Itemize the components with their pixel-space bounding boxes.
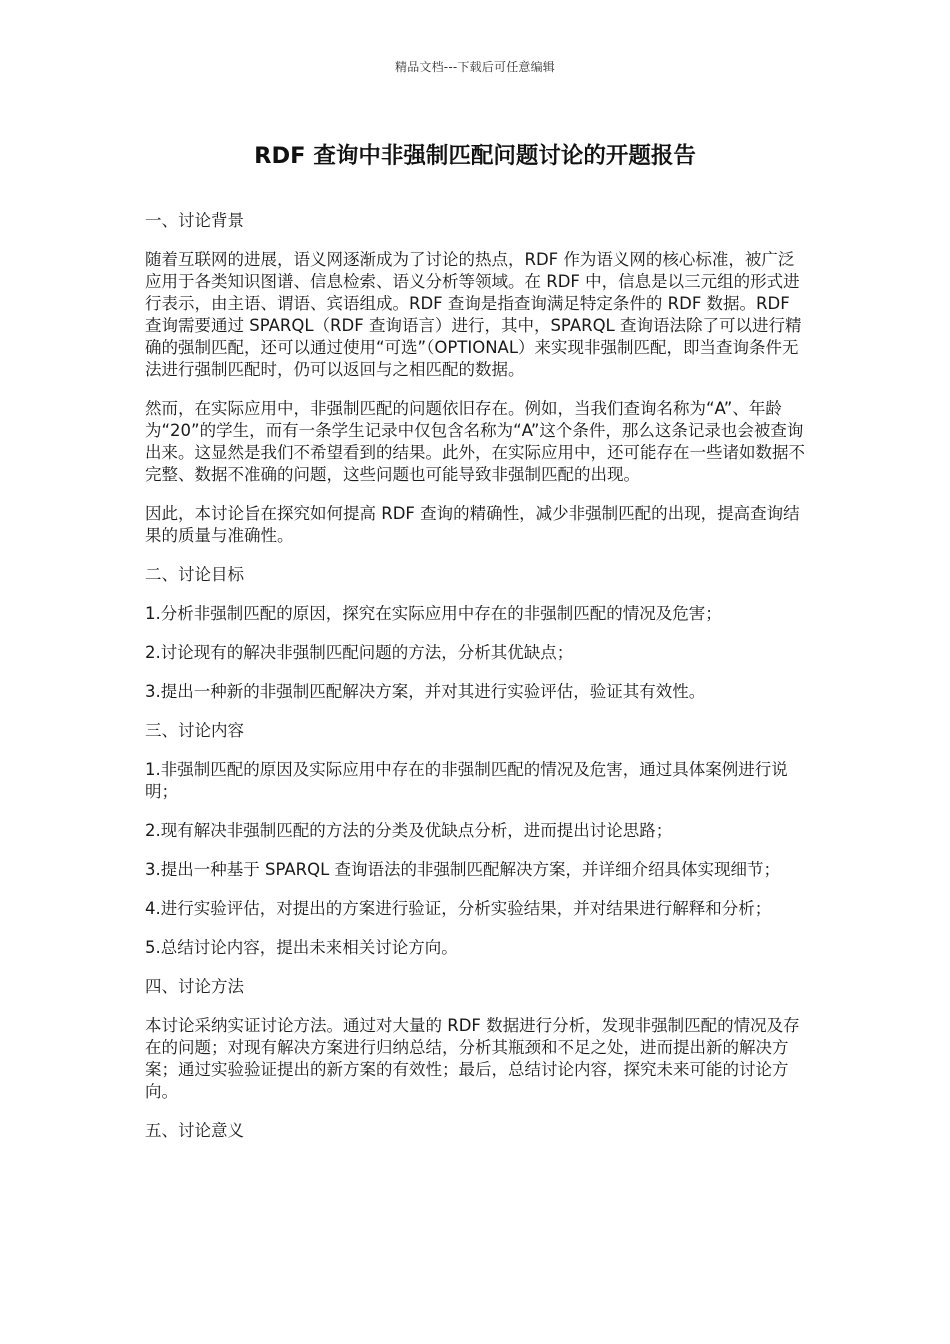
section-heading-methods: 四、讨论方法 — [145, 977, 244, 996]
document-body — [145, 210, 809, 1159]
goal-item-2: 2.讨论现有的解决非强制匹配问题的方法，分析其优缺点； — [145, 643, 574, 662]
section-heading-goals: 二、讨论目标 — [145, 565, 244, 584]
goal-item-3: 3.提出一种新的非强制匹配解决方案，并对其进行实验评估，验证其有效性。 — [145, 682, 706, 701]
content-item-5: 5.总结讨论内容，提出未来相关讨论方向。 — [145, 938, 458, 957]
section-heading-contents: 三、讨论内容 — [145, 721, 244, 740]
section-heading-significance: 五、讨论意义 — [145, 1121, 244, 1140]
paragraph-background-1: 随着互联网的进展，语义网逐渐成为了讨论的热点，RDF 作为语义网的核心标准，被广泛应用于各类知识图谱、信息检索、语义分析等领域。在 RDF 中，信息是以三元组的形式进行表示，由主语、谓语、宾语组成。RDF 查询是指查询满足特定条件的 RDF 数据。RDF 查询需要通过 SPARQL（RDF 查询语言）进行，其中，SPARQL 查询语法除了可以进行精确的强制匹配，还可以通过使用“可选”（OPTIONAL）来实现非强制匹配，即当查询条件无法进行强制匹配时，仍可以返回与之相匹配的数据。 — [145, 250, 802, 379]
paragraph-methods-1: 本讨论采纳实证讨论方法。通过对大量的 RDF 数据进行分析，发现非强制匹配的情况及存在的问题；对现有解决方案进行归纳总结，分析其瓶颈和不足之处，进而提出新的解决方案；通过实验验证提出的新方案的有效性；最后，总结讨论内容，探究未来可能的讨论方向。 — [145, 1016, 800, 1101]
header-note: 精品文档---下载后可任意编辑 — [395, 60, 555, 74]
section-heading-background: 一、讨论背景 — [145, 211, 244, 230]
content-item-4: 4.进行实验评估，对提出的方案进行验证，分析实验结果，并对结果进行解释和分析； — [145, 899, 772, 918]
paragraph-background-2: 然而，在实际应用中，非强制匹配的问题依旧存在。例如，当我们查询名称为“A”、年龄为“20”的学生，而有一条学生记录中仅包含名称为“A”这个条件，那么这条记录也会被查询出来。这显然是我们不希望看到的结果。此外，在实际应用中，还可能存在一些诸如数据不完整、数据不准确的问题，这些问题也可能导致非强制匹配的出现。 — [145, 399, 805, 484]
document-title: RDF 查询中非强制匹配问题讨论的开题报告 — [254, 143, 696, 169]
content-item-2: 2.现有解决非强制匹配的方法的分类及优缺点分析，进而提出讨论思路； — [145, 821, 673, 840]
content-item-3: 3.提出一种基于 SPARQL 查询语法的非强制匹配解决方案，并详细介绍具体实现细节； — [145, 860, 781, 879]
paragraph-background-3: 因此，本讨论旨在探究如何提高 RDF 查询的精确性，减少非强制匹配的出现，提高查询结果的质量与准确性。 — [145, 504, 800, 545]
goal-item-1: 1.分析非强制匹配的原因，探究在实际应用中存在的非强制匹配的情况及危害； — [145, 604, 722, 623]
content-item-1: 1.非强制匹配的原因及实际应用中存在的非强制匹配的情况及危害，通过具体案例进行说明； — [145, 760, 788, 801]
